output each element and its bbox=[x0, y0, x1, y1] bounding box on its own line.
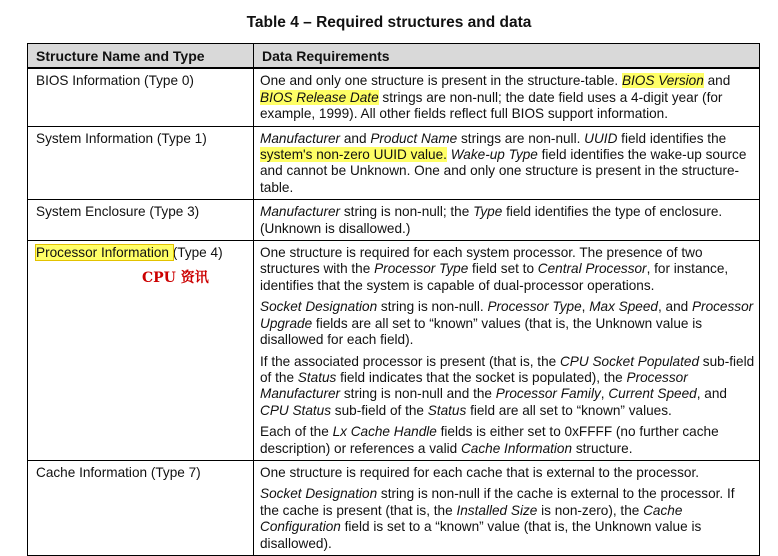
text-segment: Cache Configuration bbox=[260, 502, 683, 535]
text-segment: Processor Manufacturer bbox=[260, 369, 688, 402]
text-segment: UUID bbox=[584, 130, 618, 146]
data-requirements-cell bbox=[254, 200, 760, 241]
requirement-paragraph bbox=[260, 465, 755, 481]
text-segment: Processor Family bbox=[495, 386, 601, 402]
text-segment: CPU Status bbox=[260, 402, 332, 418]
text-segment: , bbox=[581, 299, 590, 315]
text-segment: field identifies the bbox=[617, 130, 727, 146]
highlighted-text: system's non-zero UUID value. bbox=[260, 147, 447, 163]
table-row bbox=[28, 241, 760, 461]
text-segment: Central Processor bbox=[537, 261, 647, 277]
text-segment: strings are non-null. bbox=[457, 130, 585, 146]
text-segment: field identifies the wake-up source and cannot be Unknown. One and only one structure is present in the structure-table. bbox=[260, 147, 747, 195]
header-data-requirements: Data Requirements bbox=[254, 44, 760, 69]
structure-name: Cache Information (Type 7) bbox=[36, 464, 201, 480]
text-segment: Status bbox=[427, 402, 467, 418]
handwritten-annotation: CPU 资讯 bbox=[142, 270, 209, 287]
text-segment: Manufacturer bbox=[260, 130, 341, 146]
text-segment: Processor Upgrade bbox=[260, 299, 754, 331]
structure-name-rest: (Type 4) bbox=[172, 245, 223, 261]
text-segment: Manufacturer bbox=[260, 204, 341, 220]
text-segment: Status bbox=[297, 369, 337, 385]
structure-name: System Information (Type 1) bbox=[36, 130, 207, 146]
text-segment: One structure is required for each system processor. The presence of two structures with the bbox=[260, 245, 703, 277]
structure-name-cell bbox=[28, 200, 254, 241]
requirement-paragraph bbox=[260, 299, 755, 348]
text-segment: Type bbox=[473, 204, 503, 220]
text-segment: Cache Information bbox=[460, 440, 573, 456]
data-requirements-cell bbox=[254, 68, 760, 126]
text-segment: Each of the bbox=[260, 424, 333, 440]
text-segment: CPU Socket Populated bbox=[559, 353, 700, 369]
text-segment: sub-field of the bbox=[331, 402, 428, 418]
table-row bbox=[28, 460, 760, 555]
table-row bbox=[28, 126, 760, 200]
data-requirements-cell bbox=[254, 126, 760, 200]
text-segment: and bbox=[703, 73, 731, 89]
structure-name: System Enclosure (Type 3) bbox=[36, 204, 200, 220]
structure-name: BIOS Information (Type 0) bbox=[36, 73, 194, 89]
text-segment: Wake-up Type bbox=[450, 147, 538, 163]
text-segment: field identifies the type of enclosure. (Unknown is disallowed.) bbox=[260, 204, 723, 236]
data-requirements-cell bbox=[254, 241, 760, 461]
highlighted-text: BIOS Version bbox=[621, 73, 704, 89]
structure-name-cell bbox=[28, 68, 254, 126]
text-segment: , and bbox=[657, 299, 692, 315]
text-segment: If the associated processor is present (that is, the bbox=[260, 353, 560, 369]
text-segment: sub-field of the bbox=[260, 353, 755, 385]
text-segment: Processor Type bbox=[374, 261, 469, 277]
text-segment: One and only one structure is present in the structure-table. bbox=[260, 73, 622, 89]
text-segment: and bbox=[340, 130, 371, 146]
table-header-row bbox=[28, 44, 760, 69]
requirements-table bbox=[27, 43, 760, 556]
text-segment: is non-zero), the bbox=[537, 502, 644, 518]
text-segment: Max Speed bbox=[589, 299, 658, 315]
table-caption: Table 4 – Required structures and data bbox=[246, 14, 532, 31]
table-body bbox=[28, 68, 760, 555]
requirement-paragraph bbox=[260, 131, 755, 197]
text-segment: Processor Type bbox=[487, 299, 582, 315]
text-segment: Product Name bbox=[370, 130, 458, 146]
text-segment: fields are all set to “known” values (that is, the Unknown value is disallowed for each field). bbox=[260, 315, 703, 348]
structure-name-cell bbox=[28, 460, 254, 555]
table-row bbox=[28, 200, 760, 241]
text-segment: string is non-null; the bbox=[340, 204, 474, 220]
text-segment: strings are non-null; the date field uses a 4-digit year (for example, 1999). All other fields reflect full BIOS support information. bbox=[260, 89, 723, 122]
highlighted-text: BIOS Release Date bbox=[260, 89, 379, 105]
text-segment: string is non-null and the bbox=[340, 386, 496, 402]
text-segment: field set to bbox=[468, 261, 538, 277]
text-segment: structure. bbox=[572, 440, 633, 456]
text-segment: One structure is required for each cache that is external to the processor. bbox=[260, 464, 700, 480]
text-segment: fields is either set to 0xFFFF (no further cache description) or references a valid bbox=[260, 424, 719, 456]
requirement-paragraph bbox=[260, 204, 755, 237]
text-segment: , and bbox=[696, 386, 727, 402]
requirement-paragraph bbox=[260, 424, 755, 457]
table-row bbox=[28, 68, 760, 126]
data-requirements-cell bbox=[254, 460, 760, 555]
structure-name-cell bbox=[28, 241, 254, 461]
text-segment: field indicates that the socket is populated), the bbox=[336, 369, 627, 385]
requirement-paragraph bbox=[260, 354, 755, 420]
text-segment: Current Speed bbox=[608, 386, 697, 402]
text-segment: Socket Designation bbox=[260, 486, 378, 502]
text-segment: Socket Designation bbox=[260, 299, 378, 315]
text-segment: Installed Size bbox=[456, 502, 538, 518]
text-segment: string is non-null. bbox=[377, 299, 488, 315]
requirement-paragraph bbox=[260, 73, 755, 122]
text-segment: field are all set to “known” values. bbox=[466, 402, 672, 418]
text-segment: , bbox=[600, 386, 609, 402]
structure-name-highlight: Processor Information bbox=[36, 245, 173, 261]
text-segment: , for instance, identifies that the system is capable of dual-processor operations. bbox=[260, 261, 729, 293]
structure-name-cell bbox=[28, 126, 254, 200]
text-segment: field is set to a “known” value (that is, the Unknown value is disallowed). bbox=[260, 519, 702, 551]
requirement-paragraph bbox=[260, 245, 755, 294]
header-structure-name: Structure Name and Type bbox=[28, 44, 254, 69]
text-segment: string is non-null if the cache is external to the processor. If the cache is present (that is, the bbox=[260, 486, 735, 518]
text-segment: Lx Cache Handle bbox=[332, 424, 437, 440]
requirement-paragraph bbox=[260, 486, 755, 552]
